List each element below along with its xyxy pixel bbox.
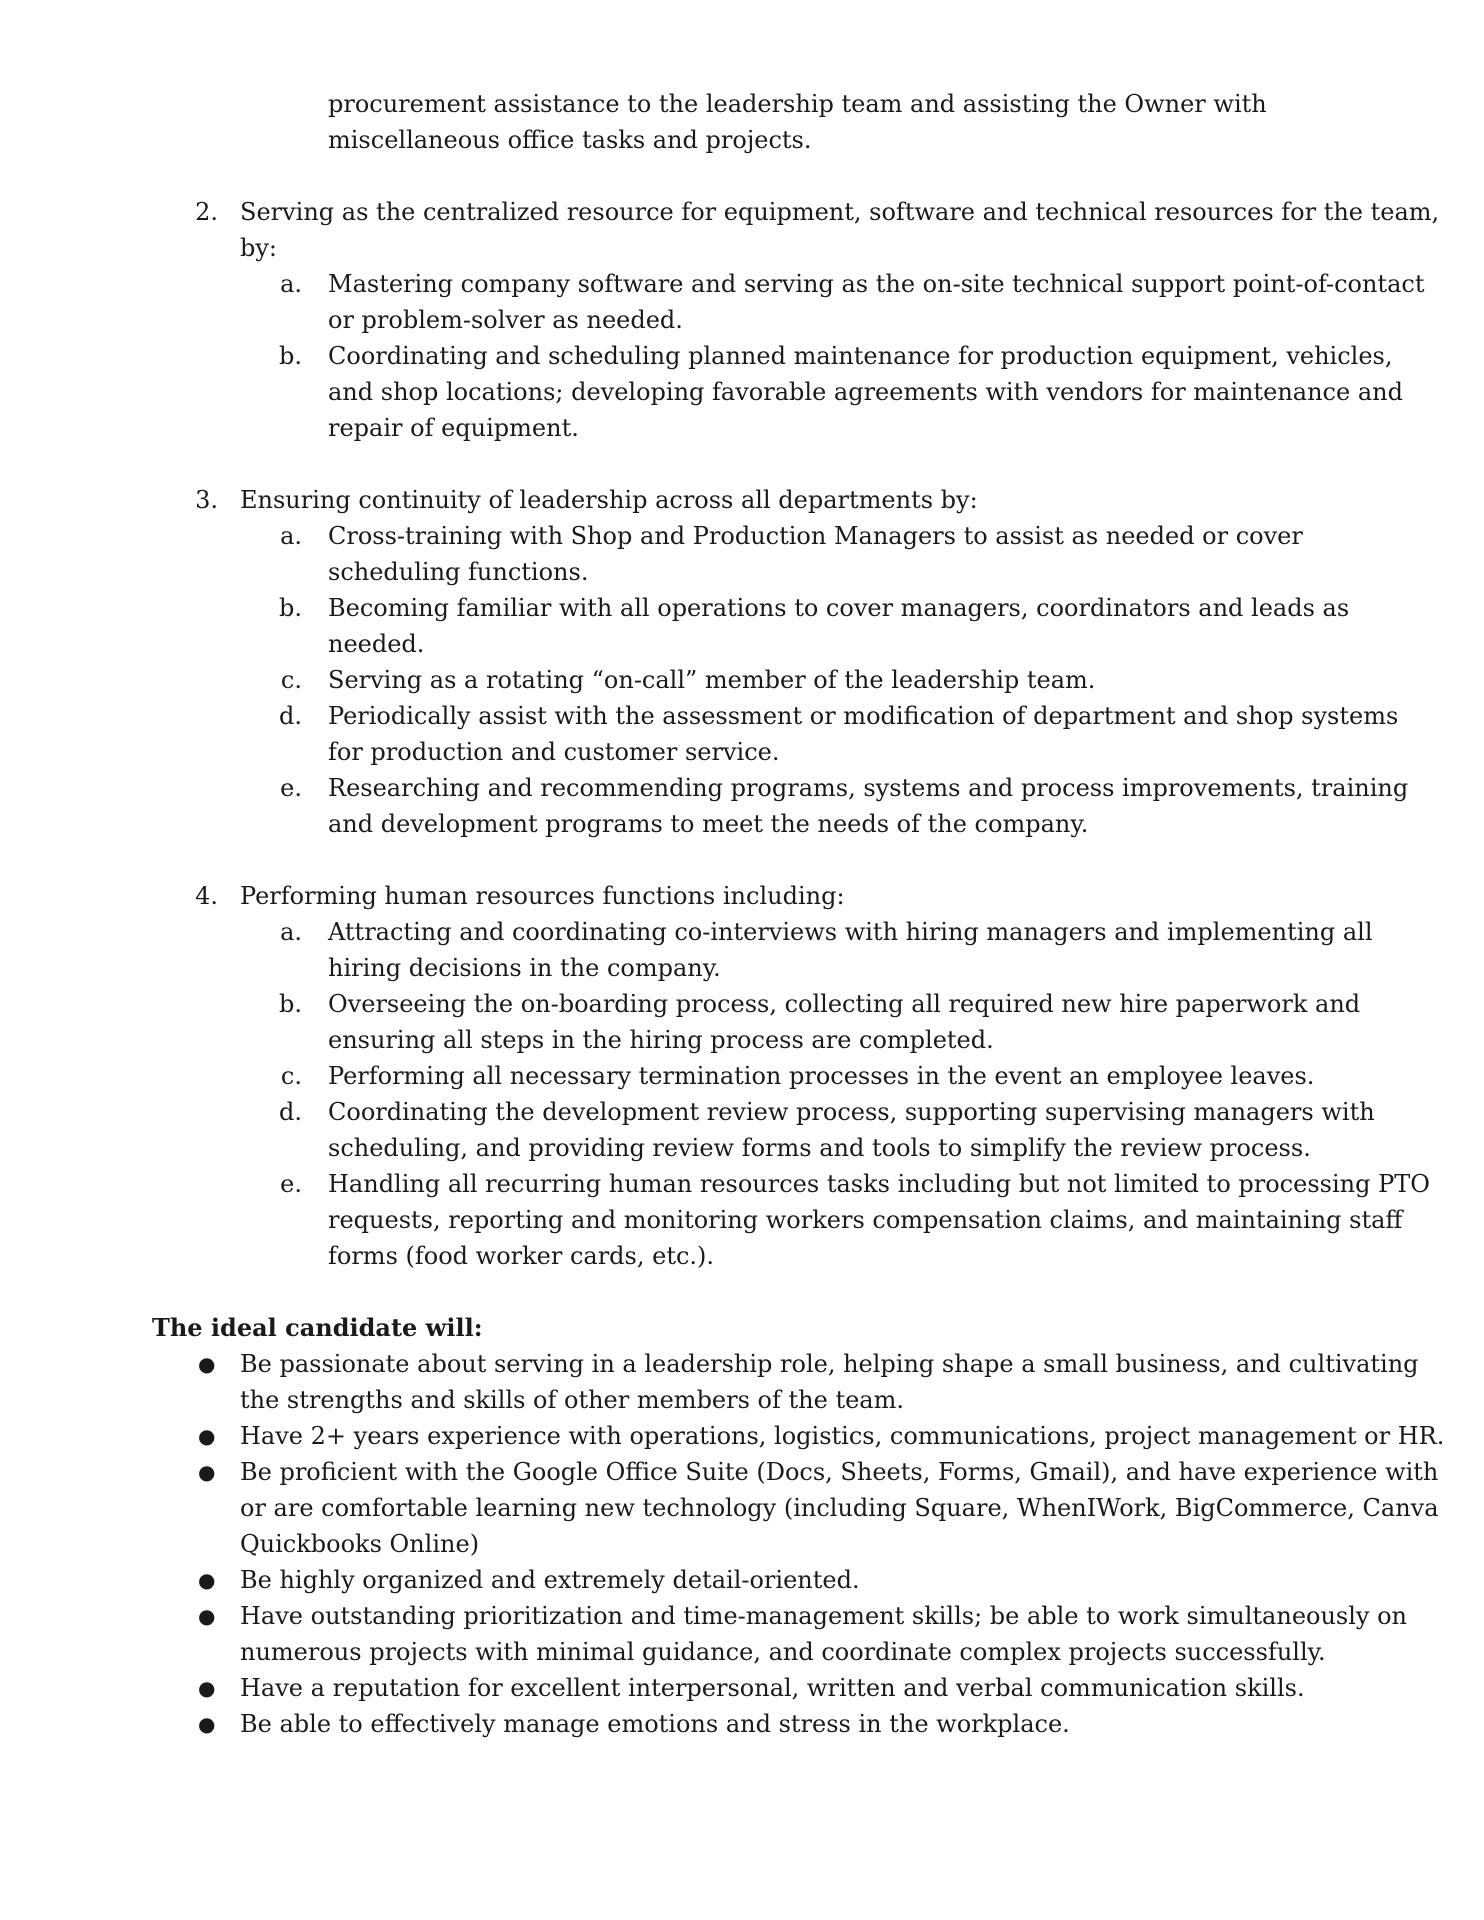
subitem-line: Coordinating and scheduling planned maintenance for production equipment, vehicles, bbox=[328, 342, 1393, 370]
subitem-line: and development programs to meet the needs of the company. bbox=[328, 810, 1089, 838]
subitem-letter: e. bbox=[280, 1170, 302, 1198]
subitem-line: forms (food worker cards, etc.). bbox=[328, 1242, 715, 1270]
subitem-line: requests, reporting and monitoring workers compensation claims, and maintaining staff bbox=[328, 1206, 1403, 1234]
bullet-icon: ● bbox=[198, 1352, 216, 1376]
subitem-letter: c. bbox=[280, 666, 302, 694]
bullet-icon: ● bbox=[198, 1460, 216, 1484]
item-line: by: bbox=[240, 234, 278, 262]
bullet-line: Have a reputation for excellent interpersonal, written and verbal communication skills. bbox=[240, 1674, 1305, 1702]
subitem-line: Overseeing the on-boarding process, collecting all required new hire paperwork and bbox=[328, 990, 1361, 1018]
subitem-letter: a. bbox=[280, 522, 302, 550]
subitem-line: or problem-solver as needed. bbox=[328, 306, 683, 334]
bullet-icon: ● bbox=[198, 1568, 216, 1592]
item-number: 4. bbox=[195, 882, 218, 910]
bullet-line: Be highly organized and extremely detail-oriented. bbox=[240, 1566, 860, 1594]
item-line: Performing human resources functions including: bbox=[240, 882, 845, 910]
subitem-letter: b. bbox=[279, 594, 302, 622]
subitem-letter: b. bbox=[279, 342, 302, 370]
subitem-line: scheduling, and providing review forms and tools to simplify the review process. bbox=[328, 1134, 1311, 1162]
subitem-letter: e. bbox=[280, 774, 302, 802]
item-number: 3. bbox=[195, 486, 218, 514]
item-number: 2. bbox=[195, 198, 218, 226]
subitem-line: Periodically assist with the assessment or modification of department and shop systems bbox=[328, 702, 1399, 730]
subitem-line: scheduling functions. bbox=[328, 558, 589, 586]
subitem-line: and shop locations; developing favorable agreements with vendors for maintenance and bbox=[328, 378, 1403, 406]
subitem-line: hiring decisions in the company. bbox=[328, 954, 721, 982]
bullet-line: Be proficient with the Google Office Suite (Docs, Sheets, Forms, Gmail), and have experience with bbox=[240, 1458, 1439, 1486]
subitem-line: Mastering company software and serving as the on-site technical support point-of-contact bbox=[328, 270, 1425, 298]
subitem-letter: d. bbox=[279, 702, 302, 730]
bullet-icon: ● bbox=[198, 1676, 216, 1700]
subitem-line: Cross-training with Shop and Production Managers to assist as needed or cover bbox=[328, 522, 1303, 550]
subitem-line: repair of equipment. bbox=[328, 414, 579, 442]
subitem-line: ensuring all steps in the hiring process are completed. bbox=[328, 1026, 994, 1054]
bullet-icon: ● bbox=[198, 1424, 216, 1448]
subitem-letter: b. bbox=[279, 990, 302, 1018]
bullet-icon: ● bbox=[198, 1604, 216, 1628]
item-line: Serving as the centralized resource for equipment, software and technical resources for the team, bbox=[240, 198, 1440, 226]
bullet-line: Be able to effectively manage emotions and stress in the workplace. bbox=[240, 1710, 1070, 1738]
subitem-letter: a. bbox=[280, 918, 302, 946]
bullet-icon: ● bbox=[198, 1712, 216, 1736]
bullet-line: the strengths and skills of other members of the team. bbox=[240, 1386, 904, 1414]
intro-item-line: procurement assistance to the leadership team and assisting the Owner with bbox=[328, 90, 1267, 118]
bullet-line: Have outstanding prioritization and time-management skills; be able to work simultaneously on bbox=[240, 1602, 1408, 1630]
subitem-line: Performing all necessary termination processes in the event an employee leaves. bbox=[328, 1062, 1315, 1090]
subitem-line: Serving as a rotating “on-call” member of the leadership team. bbox=[328, 666, 1096, 694]
subitem-letter: c. bbox=[280, 1062, 302, 1090]
bullet-line: Have 2+ years experience with operations, logistics, communications, project management or HR. bbox=[240, 1422, 1445, 1450]
bullet-line: or are comfortable learning new technology (including Square, WhenIWork, BigCommerce, Canva bbox=[240, 1494, 1439, 1522]
section-heading: The ideal candidate will: bbox=[152, 1313, 483, 1342]
bullet-line: numerous projects with minimal guidance, and coordinate complex projects successfully. bbox=[240, 1638, 1326, 1666]
subitem-line: Attracting and coordinating co-interviews with hiring managers and implementing all bbox=[328, 918, 1373, 946]
subitem-line: Handling all recurring human resources tasks including but not limited to processing PTO bbox=[328, 1170, 1430, 1198]
subitem-letter: a. bbox=[280, 270, 302, 298]
subitem-line: Researching and recommending programs, systems and process improvements, training bbox=[328, 774, 1409, 802]
item-line: Ensuring continuity of leadership across all departments by: bbox=[240, 486, 978, 514]
subitem-letter: d. bbox=[279, 1098, 302, 1126]
intro-item-line: miscellaneous office tasks and projects. bbox=[328, 126, 812, 154]
subitem-line: for production and customer service. bbox=[328, 738, 780, 766]
subitem-line: Becoming familiar with all operations to cover managers, coordinators and leads as bbox=[328, 594, 1350, 622]
subitem-line: needed. bbox=[328, 630, 425, 658]
subitem-line: Coordinating the development review process, supporting supervising managers with bbox=[328, 1098, 1375, 1126]
bullet-line: Be passionate about serving in a leadership role, helping shape a small business, and cultivating bbox=[240, 1350, 1419, 1378]
bullet-line: Quickbooks Online) bbox=[240, 1530, 480, 1558]
